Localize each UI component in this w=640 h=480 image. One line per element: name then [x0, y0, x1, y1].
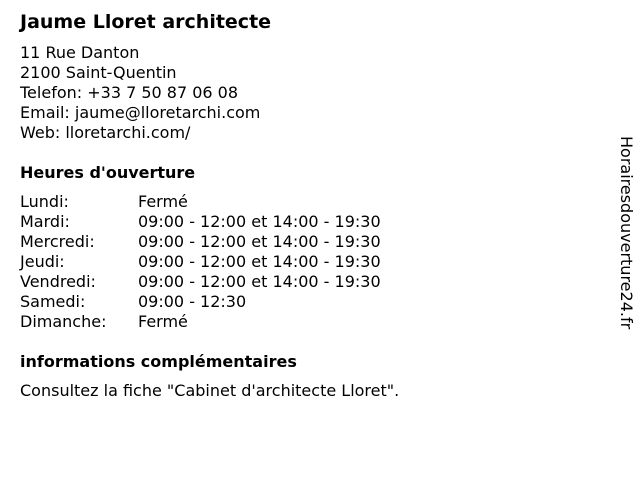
- hours-row-mardi: [20, 212, 600, 232]
- day-label: Mardi:: [20, 212, 70, 231]
- day-hours: 09:00 - 12:00 et 14:00 - 19:30: [138, 272, 381, 291]
- hours-row-vendredi: [20, 272, 600, 292]
- city-address: 2100 Saint-Quentin: [20, 63, 177, 82]
- hours-heading: Heures d'ouverture: [20, 163, 196, 182]
- phone-line: Telefon: +33 7 50 87 06 08: [20, 83, 239, 102]
- day-label: Lundi:: [20, 192, 69, 211]
- hours-row-lundi: [20, 192, 600, 212]
- day-label: Vendredi:: [20, 272, 96, 291]
- day-label: Dimanche:: [20, 312, 107, 331]
- day-label: Samedi:: [20, 292, 86, 311]
- business-title: Jaume Lloret architecte: [20, 11, 272, 33]
- day-hours: Fermé: [138, 312, 188, 331]
- business-card: [20, 10, 600, 401]
- hours-row-dimanche: [20, 312, 600, 332]
- hours-row-samedi: [20, 292, 600, 312]
- hours-row-mercredi: [20, 232, 600, 252]
- day-hours: 09:00 - 12:00 et 14:00 - 19:30: [138, 212, 381, 231]
- email-line: Email: jaume@lloretarchi.com: [20, 103, 261, 122]
- day-hours: Fermé: [138, 192, 188, 211]
- day-label: Mercredi:: [20, 232, 95, 251]
- web-line: Web: lloretarchi.com/: [20, 123, 191, 142]
- opening-hours-table: [20, 192, 600, 332]
- info-heading: informations complémentaires: [20, 352, 297, 371]
- street-address: 11 Rue Danton: [20, 43, 140, 62]
- hours-row-jeudi: [20, 252, 600, 272]
- day-label: Jeudi:: [20, 252, 65, 271]
- info-text: Consultez la fiche "Cabinet d'architecte Lloret".: [20, 381, 400, 400]
- day-hours: 09:00 - 12:00 et 14:00 - 19:30: [138, 232, 381, 251]
- address-block: [20, 43, 600, 143]
- day-hours: 09:00 - 12:00 et 14:00 - 19:30: [138, 252, 381, 271]
- site-watermark: Horairesdouverture24.fr: [617, 136, 636, 330]
- day-hours: 09:00 - 12:30: [138, 292, 247, 311]
